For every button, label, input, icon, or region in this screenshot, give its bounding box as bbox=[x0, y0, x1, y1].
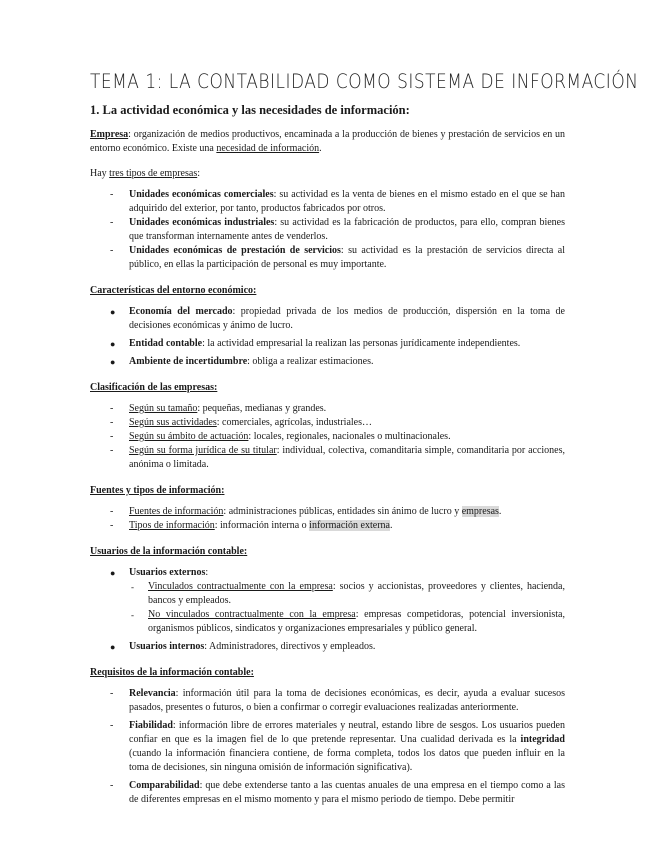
list-item: - Fiabilidad: información libre de errores materiales y neutral, estando libre de sesgos. Los usuarios pueden confiar en que es la imagen fiel de lo que pretende representar. Una cualidad derivada es la integridad (cuando la información financiera contiene, de forma completa, todos los datos que pueden influir en la toma de decisiones, sin ninguna omisión de información significativa). bbox=[110, 720, 565, 773]
list-item: - Según su tamaño: pequeñas, medianas y grandes. bbox=[110, 403, 327, 414]
list-item: - Según sus actividades: comerciales, agrícolas, industriales… bbox=[110, 417, 372, 428]
list-item: - Comparabilidad: que debe extenderse tanto a las cuentas anuales de una empresa en el tiempo como a las de diferentes empresas en el mismo momento y para el mismo periodo de tiempo. Debe permitir bbox=[110, 780, 565, 805]
clasificacion-list bbox=[90, 402, 565, 472]
fuentes-list bbox=[90, 505, 565, 533]
list-item: ● Usuarios internos: Administradores, directivos y empleados. bbox=[110, 641, 376, 652]
list-item: ● Ambiente de incertidumbre: obliga a realizar estimaciones. bbox=[110, 356, 374, 367]
list-item: - No vinculados contractualmente con la empresa: empresas competidoras, potencial inversionista, organismos públicos, sindicatos y organizaciones empresariales y público general. bbox=[131, 609, 565, 634]
fuentes-heading: Fuentes y tipos de información: bbox=[90, 485, 225, 496]
usuarios-externos-sublist bbox=[129, 580, 565, 636]
list-item: - Relevancia: información útil para la toma de decisiones económicas, es decir, ayuda a evaluar sucesos pasados, presentes o futuros, o bien a confirmar o corregir evaluaciones realizadas anteriormente. bbox=[110, 688, 565, 713]
requisitos-heading: Requisitos de la información contable: bbox=[90, 667, 254, 678]
section-heading: 1. La actividad económica y las necesidades de información: bbox=[90, 103, 410, 117]
entorno-heading: Características del entorno económico: bbox=[90, 285, 257, 296]
list-item: - Según su forma jurídica de su titular: individual, colectiva, comanditaria simple, comanditaria por acciones, anónima o limitada. bbox=[110, 445, 566, 470]
list-item: - Tipos de información: información interna o información externa. bbox=[110, 520, 393, 531]
entorno-list bbox=[90, 305, 565, 369]
page-title: TEMA 1: LA CONTABILIDAD COMO SISTEMA DE INFORMACIÓN bbox=[90, 70, 639, 94]
empresa-term: Empresa bbox=[90, 129, 129, 140]
usuarios-heading: Usuarios de la información contable: bbox=[90, 546, 248, 557]
list-item: - Fuentes de información: administraciones públicas, entidades sin ánimo de lucro y empresas. bbox=[110, 506, 502, 517]
list-item: - Según su ámbito de actuación: locales, regionales, nacionales o multinacionales. bbox=[110, 431, 451, 442]
usuarios-list bbox=[90, 566, 565, 654]
list-item: ● Entidad contable: la actividad empresarial la realizan las personas jurídicamente independientes. bbox=[110, 338, 521, 349]
requisitos-list bbox=[90, 687, 565, 807]
tipos-list bbox=[90, 188, 565, 272]
list-item: ● Usuarios externos: - Vinculados contractualmente con la empresa: socios y accionistas, proveedores y clientes, hacienda, bancos y empleados. - No vinculados contractualmente con la empresa: empresas competidoras, potencial inversionista, organismos públicos, sindicatos y organizaciones empresariales y público general. bbox=[110, 567, 565, 634]
list-item: - Unidades económicas industriales: su actividad es la fabricación de productos, para ello, compran bienes que transforman internamente antes de venderlos. bbox=[110, 217, 565, 242]
list-item: ● Economía del mercado: propiedad privada de los medios de producción, dispersión en la toma de decisiones económicas y ánimo de lucro. bbox=[110, 306, 565, 331]
list-item: - Vinculados contractualmente con la empresa: socios y accionistas, proveedores y clientes, hacienda, bancos y empleados. bbox=[131, 581, 565, 606]
list-item: - Unidades económicas comerciales: su actividad es la venta de bienes en el mismo estado en el que se han adquirido del exterior, por tanto, productos fabricados por otros. bbox=[110, 189, 565, 214]
list-item: - Unidades económicas de prestación de servicios: su actividad es la prestación de servicios directa al público, en ellas la participación de personal es muy importante. bbox=[110, 245, 565, 270]
clasificacion-heading: Clasificación de las empresas: bbox=[90, 382, 218, 393]
tipos-intro: Hay tres tipos de empresas: bbox=[90, 168, 200, 179]
empresa-definition: Empresa: organización de medios productivos, encaminada a la producción de bienes y prestación de servicios en un entorno económico. Existe una necesidad de información. bbox=[90, 129, 565, 154]
